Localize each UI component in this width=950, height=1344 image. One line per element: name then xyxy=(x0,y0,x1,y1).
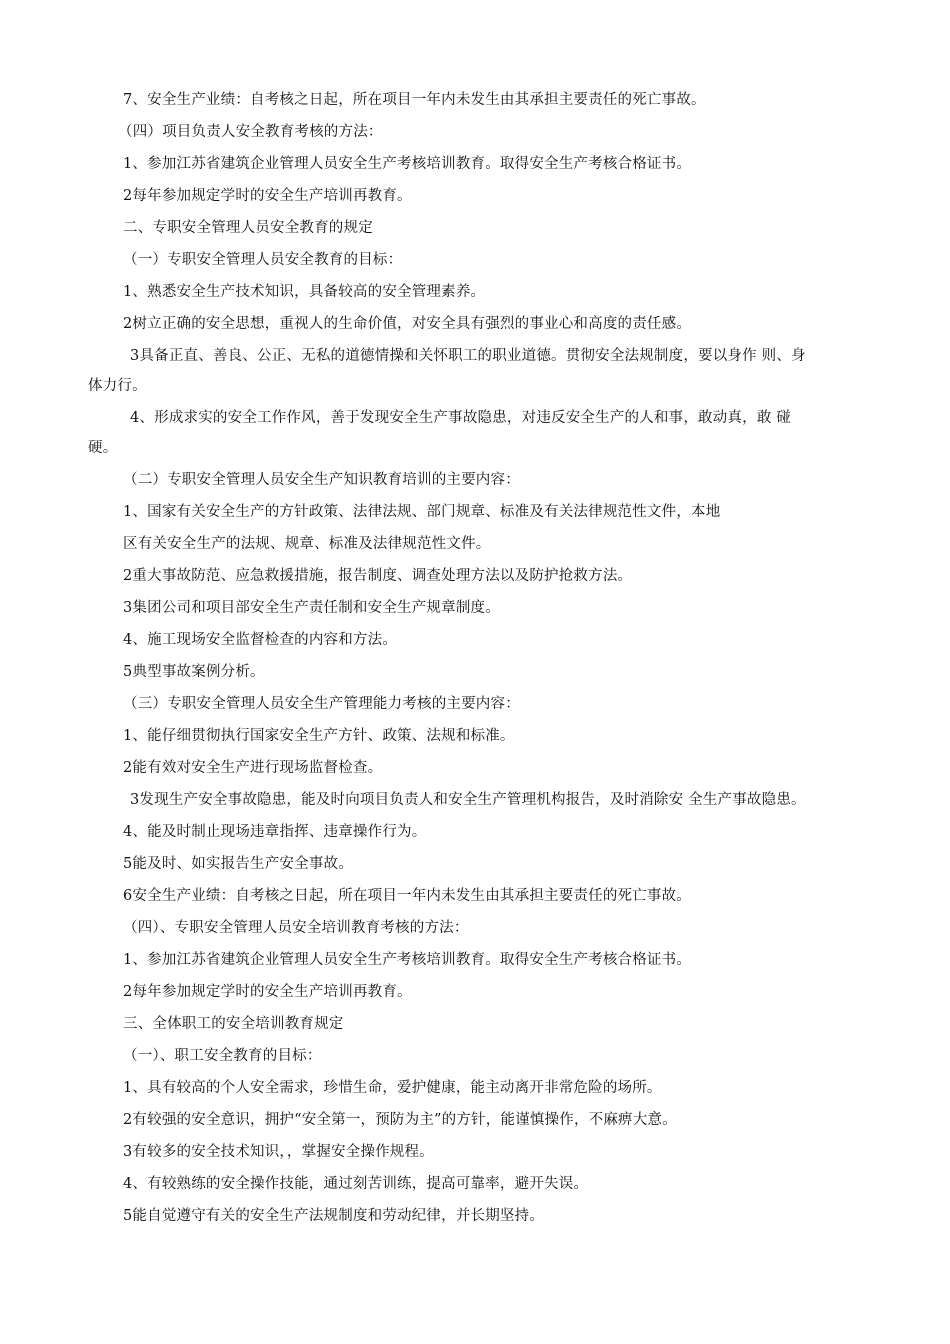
section-heading: （四）、专职安全管理人员安全培训教育考核的方法： xyxy=(123,920,469,936)
text-line: 4、能及时制止现场违章指挥、违章操作行为。 xyxy=(123,824,427,840)
text-line: 7、安全生产业绩：自考核之日起，所在项目一年内未发生由其承担主要责任的死亡事故。 xyxy=(123,92,706,108)
text-line: 3发现生产安全事故隐患，能及时向项目负责人和安全生产管理机构报告，及时消除安 全生产事故隐患。 xyxy=(130,792,806,808)
text-line-continuation: 体力行。 xyxy=(88,378,147,394)
text-line-continuation: 区有关安全生产的法规、规章、标准及法律规范性文件。 xyxy=(123,536,491,552)
text-line: 3有较多的安全技术知识，，掌握安全操作规程。 xyxy=(123,1144,434,1160)
text-line: 2重大事故防范、应急救援措施，报告制度、调查处理方法以及防护抢救方法。 xyxy=(123,568,633,584)
text-line: 3具备正直、善良、公正、无私的道德情操和关怀职工的职业道德。贯彻安全法规制度，要以身作 则、身 xyxy=(130,348,806,364)
text-line: 5典型事故案例分析。 xyxy=(123,664,265,680)
text-line: 2每年参加规定学时的安全生产培训再教育。 xyxy=(123,188,412,204)
text-line: 1、具有较高的个人安全需求，珍惜生命，爱护健康，能主动离开非常危险的场所。 xyxy=(123,1080,662,1096)
text-line: 1、参加江苏省建筑企业管理人员安全生产考核培训教育。取得安全生产考核合格证书。 xyxy=(123,156,692,172)
section-heading: （一）专职安全管理人员安全教育的目标： xyxy=(123,252,403,268)
section-heading: （一）、职工安全教育的目标： xyxy=(123,1048,322,1064)
chapter-heading: 二、专职安全管理人员安全教育的规定 xyxy=(123,220,373,236)
section-heading: （三）专职安全管理人员安全生产管理能力考核的主要内容： xyxy=(123,696,520,712)
text-line: 5能自觉遵守有关的安全生产法规制度和劳动纪律，并长期坚持。 xyxy=(123,1208,545,1224)
chapter-heading: 三、全体职工的安全培训教育规定 xyxy=(123,1016,344,1032)
text-line: 4、有较熟练的安全操作技能，通过刻苦训练，提高可靠率，避开失误。 xyxy=(123,1176,589,1192)
section-heading: （四）项目负责人安全教育考核的方法： xyxy=(118,124,383,140)
text-line: 4、形成求实的安全工作作风，善于发现安全生产事故隐患，对违反安全生产的人和事，敢动真，敢 碰 xyxy=(130,410,792,426)
text-line: 1、参加江苏省建筑企业管理人员安全生产考核培训教育。取得安全生产考核合格证书。 xyxy=(123,952,692,968)
text-line: 1、能仔细贯彻执行国家安全生产方针、政策、法规和标准。 xyxy=(123,728,515,744)
text-line: 2树立正确的安全思想，重视人的生命价值，对安全具有强烈的事业心和高度的责任感。 xyxy=(123,316,692,332)
section-heading: （二）专职安全管理人员安全生产知识教育培训的主要内容： xyxy=(123,472,520,488)
text-line: 6安全生产业绩：自考核之日起，所在项目一年内未发生由其承担主要责任的死亡事故。 xyxy=(123,888,692,904)
text-line: 2有较强的安全意识，拥护“安全第一，预防为主”的方针，能谨慎操作，不麻痹大意。 xyxy=(123,1112,677,1128)
text-line: 4、施工现场安全监督检查的内容和方法。 xyxy=(123,632,398,648)
text-line: 1、熟悉安全生产技术知识，具备较高的安全管理素养。 xyxy=(123,284,486,300)
text-line: 3集团公司和项目部安全生产责任制和安全生产规章制度。 xyxy=(123,600,500,616)
text-line-continuation: 硬。 xyxy=(88,440,118,456)
text-line: 1、国家有关安全生产的方针政策、法律法规、部门规章、标准及有关法律规范性文件，本地 xyxy=(123,504,721,520)
text-line: 2每年参加规定学时的安全生产培训再教育。 xyxy=(123,984,412,1000)
text-line: 5能及时、如实报告生产安全事故。 xyxy=(123,856,353,872)
text-line: 2能有效对安全生产进行现场监督检查。 xyxy=(123,760,383,776)
